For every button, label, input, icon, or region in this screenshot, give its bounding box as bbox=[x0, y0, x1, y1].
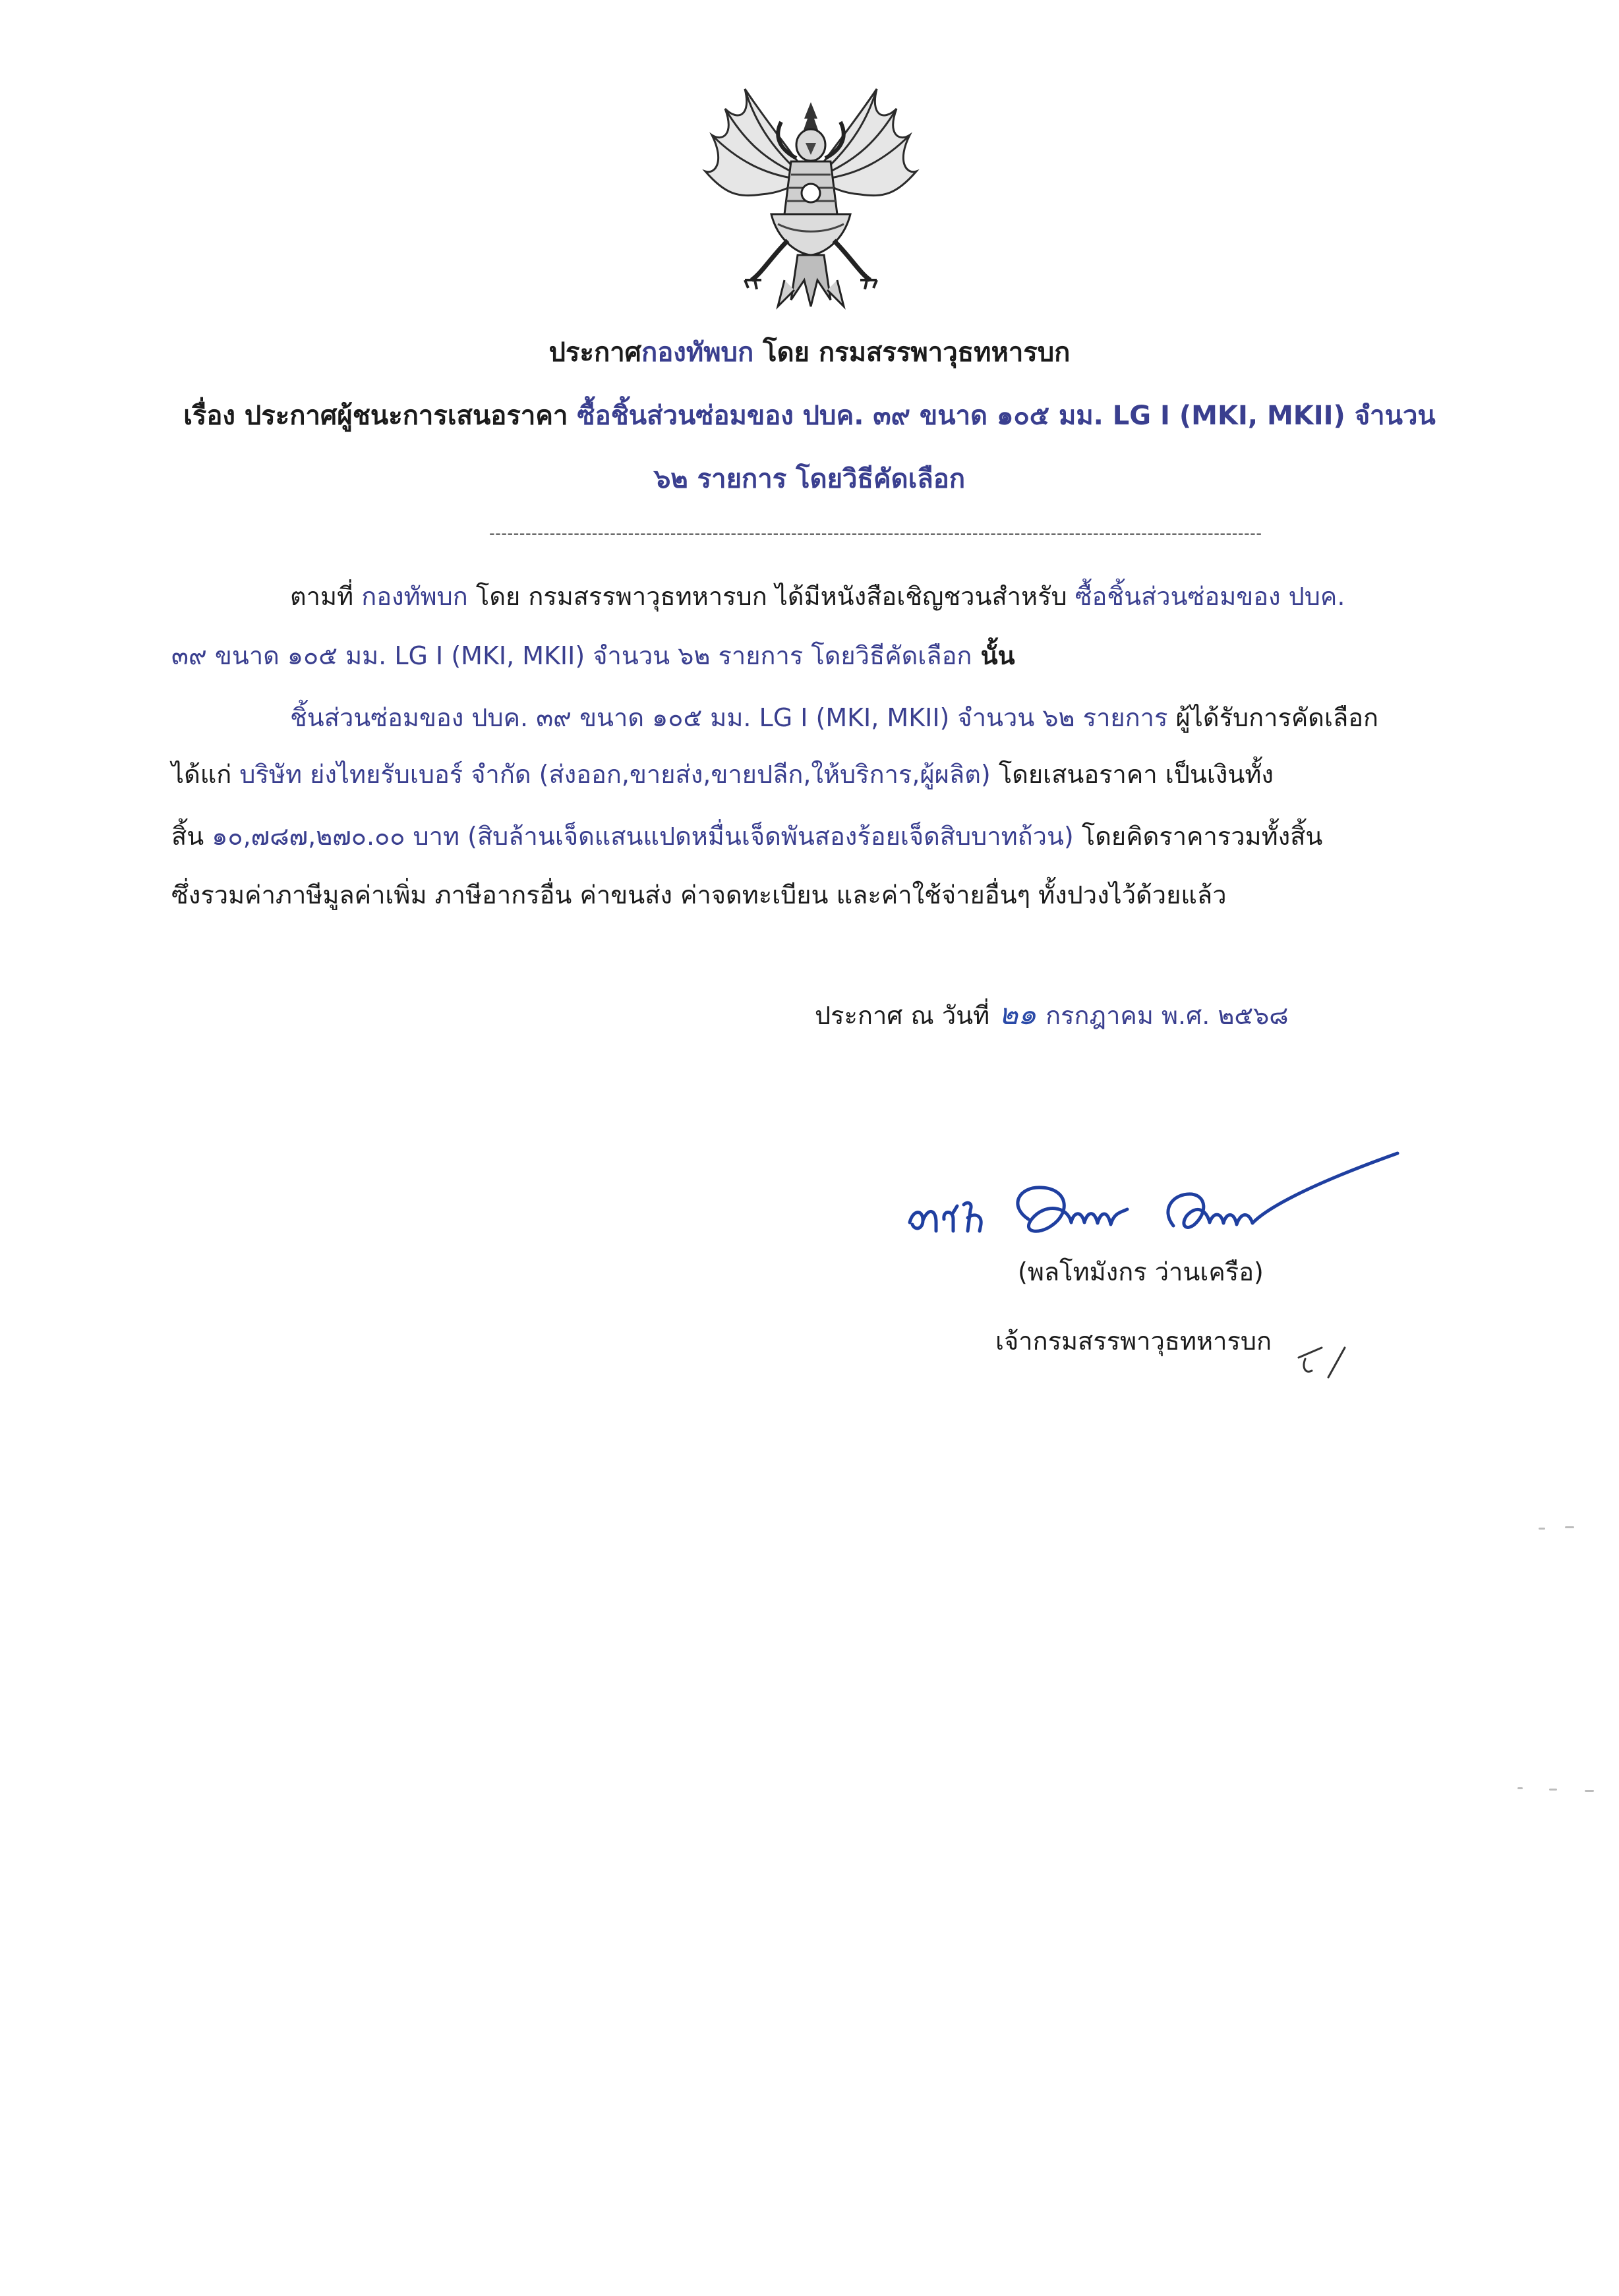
paragraph-2-line-3: สิ้น ๑๐,๗๘๗,๒๗๐.๐๐ บาท (สิบล้านเจ็ดแสนแปดหมื่นเจ็ดพันสองร้อยเจ็ดสิบบาทถ้วน) โดยคิดราคารวมทั้งสิ้น bbox=[171, 822, 1323, 851]
procurement-subject: ซื้อชิ้นส่วนซ่อมของ ปบค. ๓๙ ขนาด ๑๐๕ มม. LG I (MKI, MKII) จำนวน bbox=[577, 401, 1436, 431]
scan-speck bbox=[1539, 1528, 1545, 1530]
contract-amount: ๑๐,๗๘๗,๒๗๐.๐๐ บาท (สิบล้านเจ็ดแสนแปดหมื่นเจ็ดพันสองร้อยเจ็ดสิบบาทถ้วน) bbox=[212, 822, 1074, 851]
initial-mark bbox=[1292, 1338, 1358, 1384]
issuing-unit: กองทัพบก bbox=[641, 337, 754, 368]
announcement-date: ประกาศ ณ วันที่ ๒๑ กรกฎาคม พ.ศ. ๒๕๖๘ bbox=[815, 998, 1289, 1031]
scan-speck bbox=[1517, 1787, 1523, 1789]
paragraph-1-line-2: ๓๙ ขนาด ๑๐๕ มม. LG I (MKI, MKII) จำนวน ๖๒ รายการ โดยวิธีคัดเลือก นั้น bbox=[171, 641, 1015, 670]
paragraph-1-line-1: ตามที่ กองทัพบก โดย กรมสรรพาวุธทหารบก ได้มีหนังสือเชิญชวนสำหรับ ซื้อชิ้นส่วนซ่อมของ ปบค. bbox=[290, 582, 1345, 611]
scan-speck bbox=[1549, 1789, 1557, 1791]
winning-company: บริษัท ย่งไทยรับเบอร์ จำกัด (ส่งออก,ขายส่ง,ขายปลีก,ให้บริการ,ผู้ผลิต) bbox=[239, 760, 991, 789]
divider-line: -------------------------------------------------------------------------------------------------------------------------------- bbox=[489, 524, 1262, 542]
paragraph-2-line-2: ได้แก่ บริษัท ย่งไทยรับเบอร์ จำกัด (ส่งออก,ขายส่ง,ขายปลีก,ให้บริการ,ผู้ผลิต) โดยเสนอราคา เป็นเงินทั้ง bbox=[171, 760, 1274, 789]
subject-line-continued: ๖๒ รายการ โดยวิธีคัดเลือก bbox=[653, 464, 966, 494]
signatory-title: เจ้ากรมสรรพาวุธทหารบก bbox=[995, 1327, 1272, 1356]
garuda-emblem bbox=[699, 82, 923, 320]
signatory-name: (พลโทมังกร ว่านเครือ) bbox=[1018, 1257, 1264, 1286]
scan-speck bbox=[1585, 1790, 1594, 1792]
handwritten-day: ๒๑ bbox=[999, 998, 1037, 1031]
paragraph-2-line-1: ชิ้นส่วนซ่อมของ ปบค. ๓๙ ขนาด ๑๐๕ มม. LG I (MKI, MKII) จำนวน ๖๒ รายการ ผู้ได้รับการคัดเลือก bbox=[290, 703, 1379, 732]
paragraph-2-line-4: ซึ่งรวมค่าภาษีมูลค่าเพิ่ม ภาษีอากรอื่น ค่าขนส่ง ค่าจดทะเบียน และค่าใช้จ่ายอื่นๆ ทั้งปวงไว้ด้วยแล้ว bbox=[171, 880, 1227, 909]
announcement-heading: ประกาศกองทัพบก โดย กรมสรรพาวุธทหารบก bbox=[548, 337, 1071, 368]
subject-line: เรื่อง ประกาศผู้ชนะการเสนอราคา ซื้อชิ้นส่วนซ่อมของ ปบค. ๓๙ ขนาด ๑๐๕ มม. LG I (MKI, MKII) จำนวน bbox=[183, 401, 1436, 431]
scan-speck bbox=[1565, 1526, 1574, 1528]
handwritten-signature bbox=[897, 1147, 1437, 1259]
